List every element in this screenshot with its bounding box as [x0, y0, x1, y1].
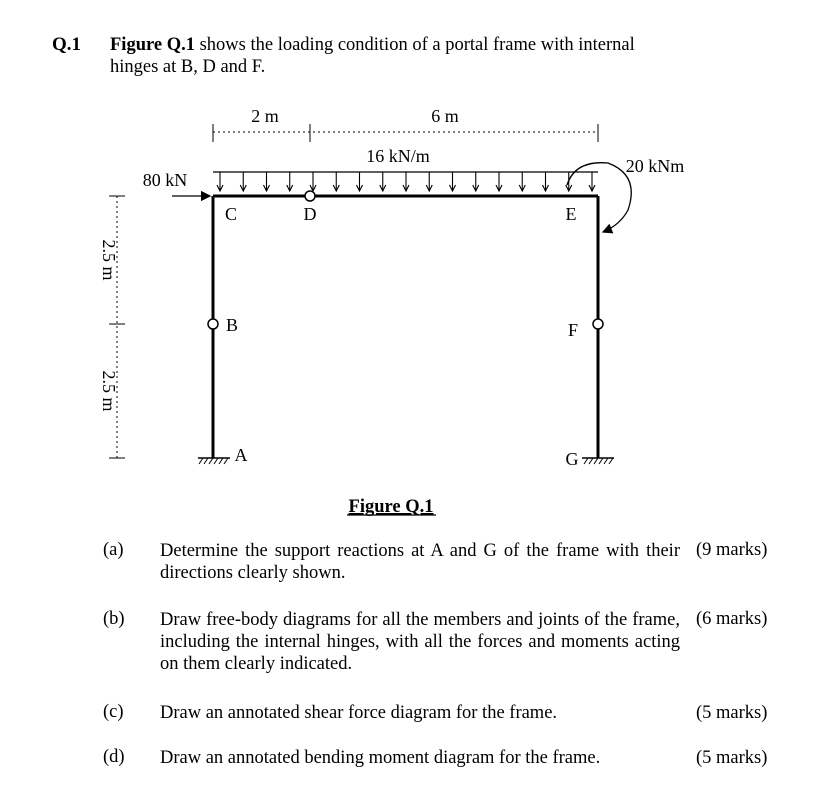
part-d-marks: (5 marks): [696, 748, 768, 768]
support-g: [582, 458, 614, 464]
dim-upper-label: 2.5 m: [99, 239, 119, 281]
part-a-text: Determine the support reactions at A and G of the frame with their directions clearly shown.: [160, 541, 680, 583]
part-c-text: Draw an annotated shear force diagram for the frame.: [160, 703, 558, 723]
dim-2m-label: 2 m: [251, 106, 279, 126]
point-load-label: 80 kN: [142, 170, 188, 190]
part-d-label: (d): [103, 747, 125, 767]
part-b-marks: (6 marks): [696, 609, 768, 629]
dim-lower-label: 2.5 m: [99, 370, 119, 412]
part-a-label: (a): [103, 540, 124, 560]
label-b: B: [225, 315, 239, 335]
label-a: A: [234, 445, 248, 465]
udl-label: 16 kN/m: [366, 146, 430, 166]
label-d: D: [303, 204, 317, 224]
part-b-text: Draw free-body diagrams for all the members and joints of the frame, including the internal hinges, with all the forces and moments acting on them clearly indicated.: [160, 610, 680, 674]
label-e: E: [565, 204, 577, 224]
udl-arrows: [217, 172, 595, 191]
part-b-label: (b): [103, 609, 125, 629]
moment-label: 20 kNm: [625, 156, 685, 176]
intro-line-2: hinges at B, D and F.: [110, 57, 266, 77]
part-d-text: Draw an annotated bending moment diagram for the frame.: [160, 748, 601, 768]
hinge-b: [208, 319, 218, 329]
intro-line-1: shows the loading condition of a portal frame with internal: [194, 35, 635, 55]
hinge-d: [305, 191, 315, 201]
label-f: F: [567, 320, 579, 340]
figure-caption: Figure Q.1: [348, 497, 434, 517]
label-c: C: [224, 204, 238, 224]
question-number: Q.1: [52, 34, 82, 55]
figure-reference: Figure Q.1: [110, 35, 195, 55]
label-g: G: [565, 449, 579, 469]
part-a-marks: (9 marks): [696, 540, 768, 560]
part-c-label: (c): [103, 702, 124, 722]
hinge-f: [593, 319, 603, 329]
support-a: [198, 458, 230, 464]
dim-6m-label: 6 m: [431, 106, 459, 126]
frame-members: [213, 196, 598, 458]
part-c-marks: (5 marks): [696, 703, 768, 723]
